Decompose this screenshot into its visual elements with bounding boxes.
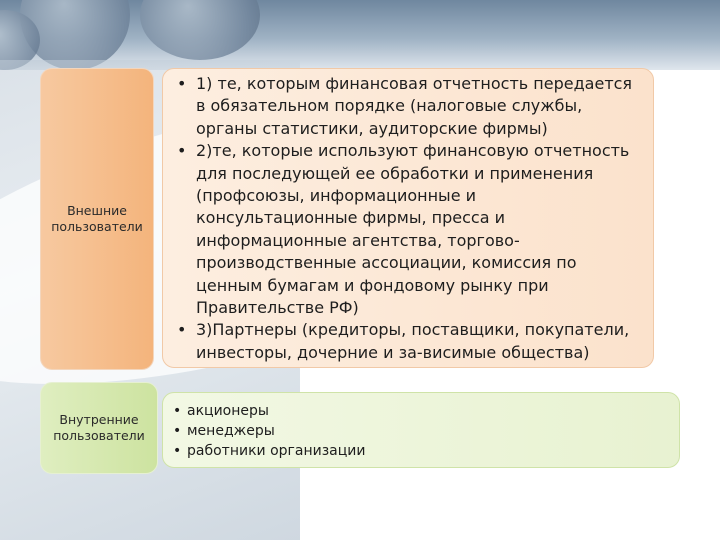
list-item: • 3)Партнеры (кредиторы, поставщики, покупатели, инвесторы, дочерние и за-висимые общества): [177, 320, 630, 362]
external-users-label: Внешние пользователи: [51, 203, 143, 234]
internal-users-list: [173, 401, 669, 461]
external-users-list-box: [162, 68, 654, 368]
bullet-icon: •: [177, 320, 187, 340]
list-item: • 1) те, которым финансовая отчетность передается в обязательном порядке (налоговые службы, органы статистики, аудиторские фирмы): [177, 74, 633, 138]
list-item: • работники организации: [173, 443, 366, 459]
bullet-icon: •: [173, 403, 182, 419]
bullet-icon: •: [173, 423, 182, 439]
bullet-icon: •: [177, 74, 187, 93]
bullet-icon: •: [173, 443, 182, 459]
bullet-icon: •: [177, 141, 187, 161]
internal-users-label-box: [40, 382, 158, 474]
external-users-list: [173, 73, 641, 364]
internal-users-list-box: [162, 392, 680, 468]
list-item: • 2)те, которые используют финансовую отчетность для последующей ее обработки и применения (профсоюзы, информационные и консультационные фирмы, пресса и информационные агентства, торгово-производственные ассоциации, комиссия по ценным бумагам и фондовому рынку при Правительстве РФ): [177, 141, 630, 318]
internal-users-label: Внутренние пользователи: [53, 412, 145, 443]
external-users-label-box: [40, 68, 154, 370]
list-item: • менеджеры: [173, 423, 275, 439]
list-item: • акционеры: [173, 403, 269, 419]
